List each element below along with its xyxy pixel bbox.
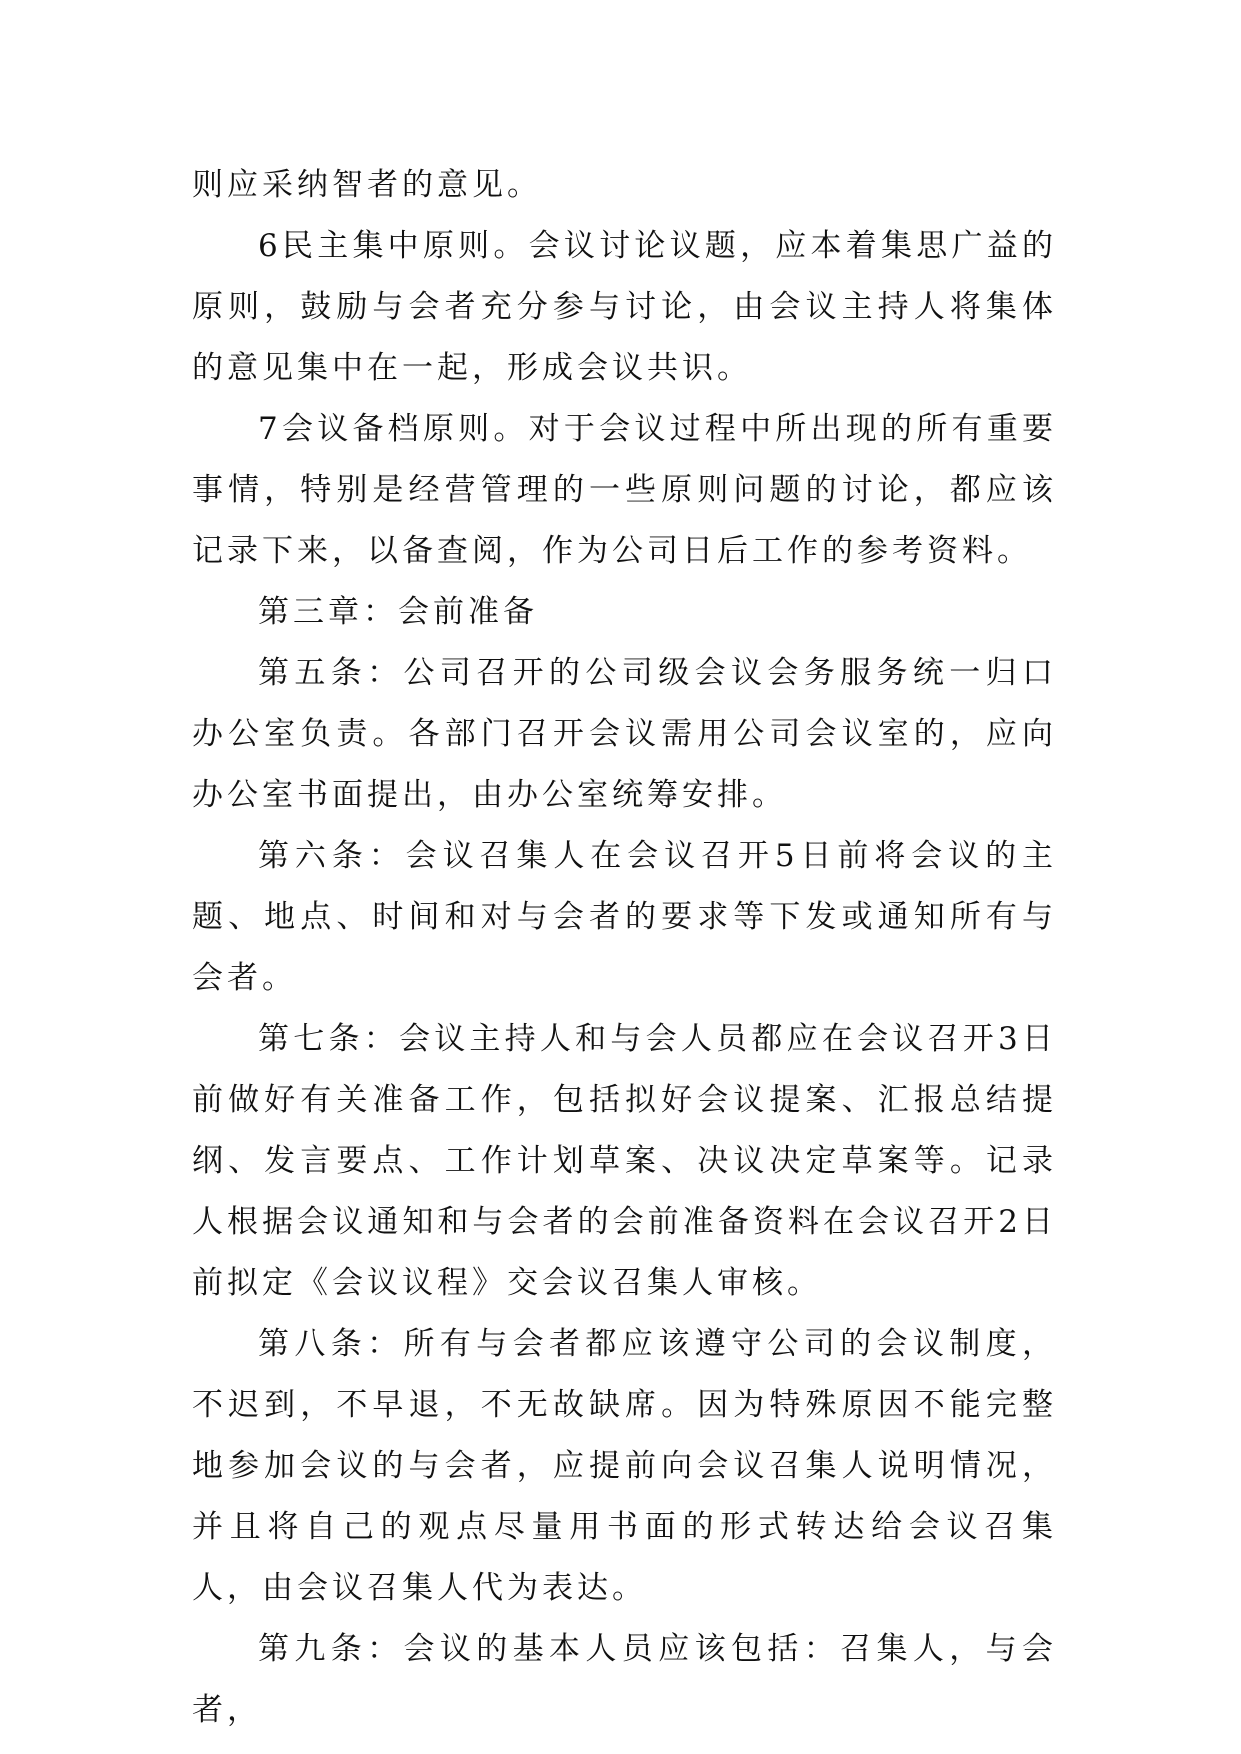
paragraph-principle-6: 6民主集中原则。会议讨论议题，应本着集思广益的原则，鼓励与会者充分参与讨论，由会议主持人将集体的意见集中在一起，形成会议共识。: [192, 228, 1057, 386]
paragraph-article-5: 第五条：公司召开的公司级会议会务服务统一归口办公室负责。各部门召开会议需用公司会议室的，应向办公室书面提出，由办公室统筹安排。: [192, 655, 1057, 813]
paragraph-continuation: 则应采纳智者的意见。: [192, 167, 542, 203]
paragraph-article-9: 第九条：会议的基本人员应该包括：召集人，与会者，: [192, 1631, 1057, 1728]
chapter-heading: 第三章：会前准备: [258, 594, 538, 630]
paragraph-article-6: 第六条：会议召集人在会议召开5日前将会议的主题、地点、时间和对与会者的要求等下发或通知所有与会者。: [192, 838, 1057, 996]
paragraph-principle-7: 7会议备档原则。对于会议过程中所出现的所有重要事情，特别是经营管理的一些原则问题的讨论，都应该记录下来，以备查阅，作为公司日后工作的参考资料。: [192, 411, 1057, 569]
paragraph-article-8: 第八条：所有与会者都应该遵守公司的会议制度，不迟到，不早退，不无故缺席。因为特殊原因不能完整地参加会议的与会者，应提前向会议召集人说明情况，并且将自己的观点尽量用书面的形式转达给会议召集人，由会议召集人代为表达。: [192, 1326, 1057, 1606]
document-body: [192, 155, 1057, 1741]
paragraph-article-7: 第七条：会议主持人和与会人员都应在会议召开3日前做好有关准备工作，包括拟好会议提案、汇报总结提纲、发言要点、工作计划草案、决议决定草案等。记录人根据会议通知和与会者的会前准备资料在会议召开2日前拟定《会议议程》交会议召集人审核。: [192, 1021, 1057, 1301]
